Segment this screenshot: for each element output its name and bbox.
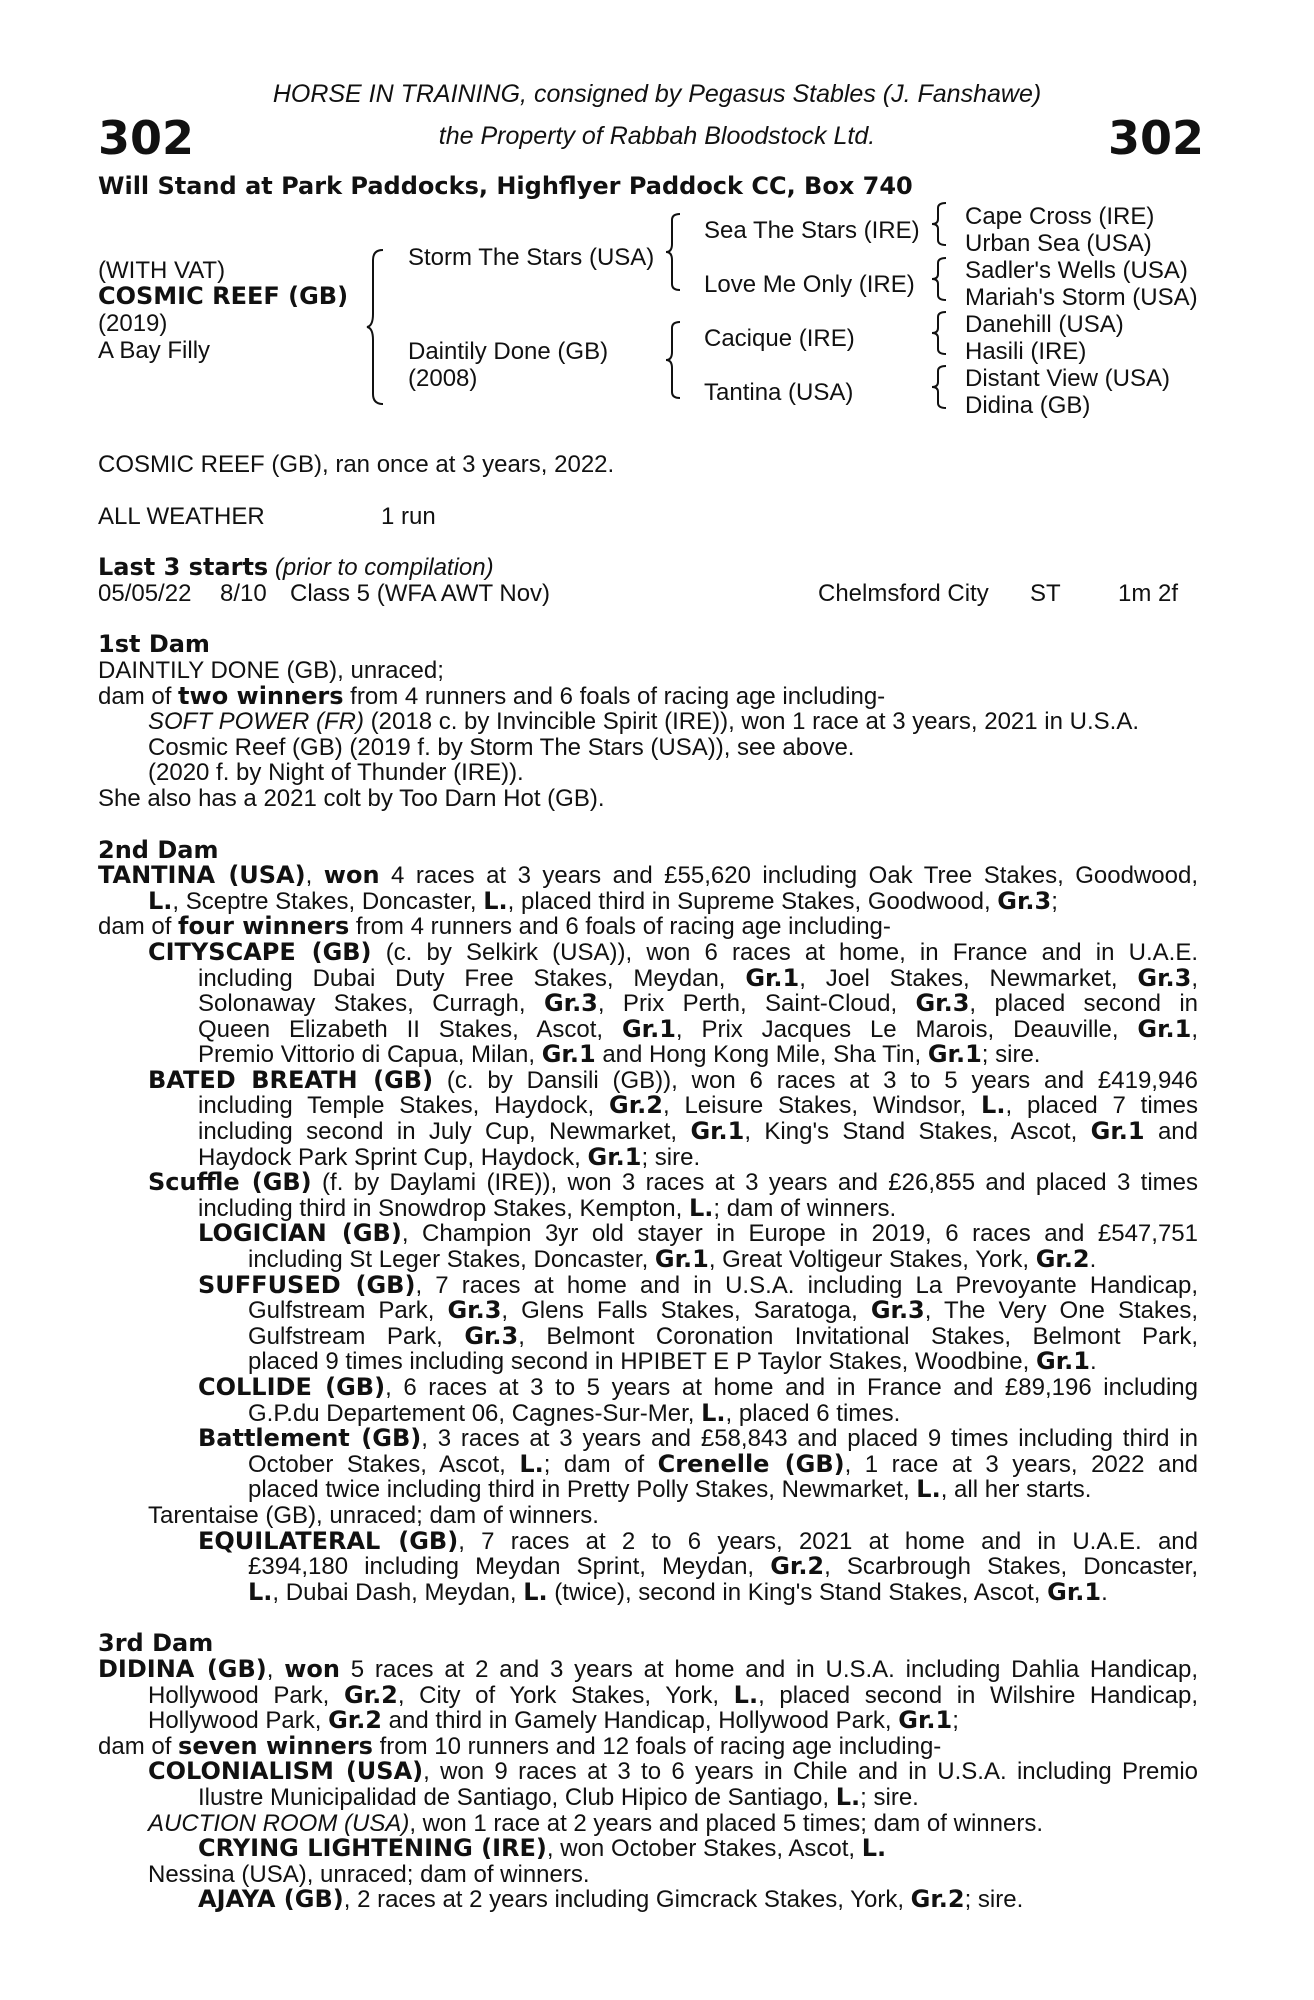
text-run: dam of bbox=[98, 682, 179, 710]
text-run: Gr.1 bbox=[654, 1245, 709, 1274]
text-run: Gr.3 bbox=[870, 1296, 925, 1325]
text-run: including second in July Cup, Newmarket, bbox=[198, 1118, 691, 1146]
pedigree-brace-6 bbox=[930, 310, 952, 356]
text-run: and Hong Kong Mile, Sha Tin, bbox=[595, 1041, 928, 1069]
first-dam-body bbox=[98, 658, 1198, 812]
text-run: L. bbox=[148, 886, 173, 915]
pedigree-brace-3 bbox=[664, 320, 686, 400]
pedigree-text-line bbox=[98, 1477, 1198, 1503]
pedigree-text-line bbox=[98, 1093, 1198, 1119]
text-run: TANTINA (USA) bbox=[98, 861, 306, 890]
text-run: Gr.2 bbox=[328, 1706, 383, 1735]
text-run: . bbox=[1089, 1348, 1097, 1376]
text-run: seven winners bbox=[178, 1731, 373, 1760]
text-run: , placed third in Supreme Stakes, Goodwood, bbox=[507, 887, 998, 915]
text-run: Gr.3 bbox=[543, 989, 598, 1018]
text-run: from 4 runners and 6 foals of racing age including- bbox=[343, 682, 886, 710]
text-run: EQUILATERAL (GB) bbox=[198, 1526, 459, 1555]
start-going: ST bbox=[1030, 579, 1061, 607]
pedigree-text-line bbox=[98, 1042, 1198, 1068]
catalogue-text bbox=[98, 452, 1198, 1913]
text-run: , Joel Stakes, Newmarket, bbox=[799, 964, 1138, 992]
text-run: L. bbox=[981, 1091, 1006, 1120]
pedigree-text-line bbox=[98, 863, 1198, 889]
text-run: , Prix Perth, Saint-Cloud, bbox=[597, 990, 916, 1018]
text-run: , Scarbrough Stakes, Doncaster, bbox=[824, 1553, 1198, 1581]
text-run: Gr.2 bbox=[609, 1091, 663, 1120]
text-run: including third in Snowdrop Stakes, Kempton, bbox=[198, 1194, 689, 1222]
text-run: Gr.3 bbox=[997, 886, 1052, 915]
surface-runs: 1 run bbox=[381, 502, 436, 530]
text-run: placed 9 times including second in HPIBET E P Taylor Stakes, Woodbine, bbox=[248, 1348, 1036, 1376]
text-run: including St Leger Stakes, Doncaster, bbox=[248, 1246, 655, 1274]
text-run: , won October Stakes, Ascot, bbox=[546, 1835, 862, 1863]
stand-location: Will Stand at Park Paddocks, Highflyer Paddock CC, Box 740 bbox=[98, 172, 913, 200]
text-run: Battlement (GB) bbox=[198, 1424, 422, 1453]
race-summary: COSMIC REEF (GB), ran once at 3 years, 2022. bbox=[98, 451, 615, 478]
text-run: , won 1 race at 2 years and placed 5 times; dam of winners. bbox=[409, 1809, 1043, 1837]
text-run: L. bbox=[916, 1475, 941, 1504]
pedigree-g6: Hasili (IRE) bbox=[965, 338, 1087, 365]
text-run: , Prix Jacques Le Marois, Deauville, bbox=[675, 1015, 1138, 1043]
text-run: Gr.1 bbox=[541, 1040, 596, 1069]
pedigree-g4: Mariah's Storm (USA) bbox=[965, 284, 1198, 311]
text-run: Gr.1 bbox=[745, 963, 800, 992]
horse-year: (2019) bbox=[98, 310, 168, 337]
text-run: L. bbox=[861, 1834, 887, 1863]
pedigree-text-line bbox=[98, 1426, 1198, 1452]
pedigree-text-line bbox=[98, 1221, 1198, 1247]
text-run: , all her starts. bbox=[940, 1476, 1092, 1504]
surface-label: ALL WEATHER bbox=[98, 502, 265, 530]
text-run: , Champion 3yr old stayer in Europe in 2019, 6 races and £547,751 bbox=[401, 1220, 1198, 1248]
text-run: , bbox=[266, 1655, 285, 1683]
text-run: , placed 7 times bbox=[1005, 1092, 1198, 1120]
pedigree-text-line bbox=[98, 1759, 1198, 1785]
text-run: Gr.3 bbox=[464, 1321, 519, 1350]
pedigree-sire-sire: Sea The Stars (IRE) bbox=[704, 217, 920, 244]
text-run: ; sire. bbox=[981, 1041, 1041, 1069]
pedigree-g8: Didina (GB) bbox=[965, 392, 1091, 419]
text-run: , 6 races at 3 to 5 years at home and in France and £89,196 including bbox=[385, 1374, 1198, 1401]
text-run: , placed second in Wilshire Handicap, bbox=[758, 1681, 1198, 1709]
text-run: (c. by Dansili (GB)), won 6 races at 3 to 5 years and £419,946 bbox=[433, 1066, 1198, 1094]
text-run: (f. by Daylami (IRE)), won 3 races at 3 years and £26,855 and placed 3 times bbox=[311, 1169, 1198, 1197]
property-line: the Property of Rabbah Bloodstock Ltd. bbox=[438, 122, 876, 150]
pedigree-text-line bbox=[98, 937, 1198, 966]
pedigree-dam-sire: Cacique (IRE) bbox=[704, 325, 855, 352]
text-run: , Dubai Dash, Meydan, bbox=[272, 1578, 524, 1606]
text-run: Gr.1 bbox=[587, 1142, 642, 1171]
pedigree-text-line bbox=[98, 1170, 1198, 1196]
text-run: ; bbox=[1051, 887, 1058, 915]
pedigree-text-line bbox=[98, 1654, 1199, 1683]
text-run: Gr.1 bbox=[1137, 1014, 1192, 1043]
text-run: Solonaway Stakes, Curragh, bbox=[198, 990, 544, 1018]
text-run: Gulfstream Park, bbox=[248, 1322, 465, 1350]
vat-note: (WITH VAT) bbox=[98, 257, 226, 284]
text-run: Gr.1 bbox=[1036, 1347, 1090, 1376]
text-run: Gr.1 bbox=[690, 1117, 745, 1146]
pedigree-g5: Danehill (USA) bbox=[965, 311, 1124, 338]
text-run: DAINTILY DONE (GB), unraced; bbox=[98, 656, 444, 684]
text-run: , won 9 races at 3 to 6 years in Chile and in U.S.A. including Premio bbox=[423, 1758, 1198, 1786]
text-run: Gr.3 bbox=[447, 1296, 502, 1325]
pedigree-g2: Urban Sea (USA) bbox=[965, 230, 1152, 257]
pedigree-text-line bbox=[98, 709, 1198, 735]
text-run: COLONIALISM (USA) bbox=[148, 1757, 424, 1786]
text-run: Gr.2 bbox=[910, 1885, 965, 1914]
pedigree-text-line bbox=[98, 991, 1198, 1017]
text-run: . bbox=[1101, 1578, 1108, 1606]
text-run: Gr.1 bbox=[1047, 1577, 1102, 1606]
text-run: , bbox=[1191, 1015, 1198, 1043]
pedigree-brace-4 bbox=[930, 201, 952, 247]
text-run: She also has a 2021 colt by Too Darn Hot (GB). bbox=[98, 784, 605, 812]
text-run: Gr.2 bbox=[343, 1680, 398, 1709]
text-run: , King's Stand Stakes, Ascot, bbox=[744, 1118, 1091, 1146]
second-dam-body bbox=[98, 863, 1198, 1605]
pedigree-text-line bbox=[98, 1321, 1198, 1350]
text-run: ; sire. bbox=[641, 1143, 701, 1171]
pedigree-g1: Cape Cross (IRE) bbox=[965, 203, 1155, 230]
text-run: , 7 races at 2 to 6 years, 2021 at home and in U.A.E. and bbox=[458, 1527, 1198, 1555]
text-run: Gr.1 bbox=[898, 1706, 953, 1735]
text-run: , Sceptre Stakes, Doncaster, bbox=[172, 887, 484, 915]
text-run: and third in Gamely Handicap, Hollywood Park, bbox=[382, 1707, 899, 1735]
text-run: SOFT POWER (FR) bbox=[148, 708, 364, 736]
text-run: L. bbox=[835, 1782, 861, 1811]
pedigree-g3: Sadler's Wells (USA) bbox=[965, 257, 1188, 284]
text-run: and bbox=[1144, 1118, 1198, 1146]
text-run: Premio Vittorio di Capua, Milan, bbox=[198, 1041, 542, 1069]
pedigree-text-line bbox=[98, 1862, 1198, 1888]
text-run: , Belmont Coronation Invitational Stakes, Belmont Park, bbox=[518, 1322, 1198, 1350]
text-run: L. bbox=[248, 1577, 273, 1606]
pedigree-text-line bbox=[98, 1270, 1198, 1299]
text-run: Crenelle (GB) bbox=[657, 1449, 845, 1478]
pedigree-text-line bbox=[98, 1398, 1198, 1427]
pedigree-text-line bbox=[98, 760, 1198, 786]
pedigree-text-line bbox=[98, 1142, 1198, 1171]
pedigree-dam-year: (2008) bbox=[408, 365, 478, 392]
text-run: , bbox=[1191, 964, 1199, 992]
pedigree-text-line bbox=[98, 1065, 1198, 1094]
text-run: AJAYA (GB) bbox=[198, 1885, 344, 1914]
lot-number-left: 302 bbox=[98, 111, 195, 165]
text-run: Hollywood Park, bbox=[148, 1681, 344, 1709]
last-starts-heading bbox=[98, 555, 1198, 581]
text-run: , City of York Stakes, York, bbox=[397, 1681, 734, 1709]
text-run: ; dam of bbox=[543, 1450, 658, 1478]
text-run: four winners bbox=[178, 912, 350, 941]
text-run: won bbox=[284, 1654, 340, 1683]
pedigree-text-line bbox=[98, 1119, 1198, 1145]
pedigree-text-line bbox=[98, 1349, 1198, 1375]
text-run: , 7 races at home and in U.S.A. including La Prevoyante Handicap, bbox=[415, 1271, 1198, 1299]
text-run: Tarentaise (GB), unraced; dam of winners. bbox=[148, 1501, 599, 1529]
pedigree-text-line bbox=[98, 914, 1198, 940]
horse-description: A Bay Filly bbox=[98, 337, 211, 364]
text-run: AUCTION ROOM (USA) bbox=[148, 1809, 410, 1837]
text-run: , 1 race at 3 years, 2022 and bbox=[844, 1450, 1199, 1478]
pedigree-text-line bbox=[98, 1782, 1198, 1811]
text-run: £394,180 including Meydan Sprint, Meydan, bbox=[248, 1553, 771, 1581]
text-run: 4 races at 3 years and £55,620 including Oak Tree Stakes, Goodwood, bbox=[379, 862, 1198, 890]
text-run: Cosmic Reef (GB) (2019 f. by Storm The Stars (USA)), see above. bbox=[148, 733, 855, 761]
text-run: won bbox=[323, 861, 380, 890]
pedigree-brace-5 bbox=[930, 256, 952, 302]
text-run: two winners bbox=[178, 681, 344, 710]
consignor-line: HORSE IN TRAINING, consigned by Pegasus Stables (J. Fanshawe) bbox=[272, 80, 1042, 108]
text-run: Gr.3 bbox=[1137, 963, 1192, 992]
text-run: 5 races at 2 and 3 years at home and in U.S.A. including Dahlia Handicap, bbox=[339, 1655, 1199, 1683]
text-run: CITYSCAPE (GB) bbox=[148, 937, 372, 966]
text-run: L. bbox=[483, 886, 508, 915]
text-run: Gr.1 bbox=[621, 1014, 676, 1043]
pedigree-text-line bbox=[98, 1375, 1198, 1401]
pedigree-text-line bbox=[98, 1811, 1198, 1837]
text-run: , Great Voltigeur Stakes, York, bbox=[708, 1246, 1036, 1274]
text-run: Gr.2 bbox=[770, 1552, 825, 1581]
text-run: Gr.3 bbox=[915, 989, 970, 1018]
pedigree-text-line bbox=[98, 1449, 1199, 1478]
pedigree-text-line bbox=[98, 886, 1198, 915]
pedigree-text-line bbox=[98, 1836, 1198, 1862]
pedigree-dam: Daintily Done (GB) bbox=[408, 338, 609, 365]
text-run: (c. by Selkirk (USA)), won 6 races at home, in France and in U.A.E. bbox=[371, 938, 1198, 966]
pedigree-text-line bbox=[98, 1887, 1198, 1913]
start-position: 8/10 bbox=[220, 579, 267, 607]
text-run: October Stakes, Ascot, bbox=[248, 1450, 520, 1478]
text-run: Gr.2 bbox=[1035, 1245, 1090, 1274]
text-run: , 3 races at 3 years and £58,843 and placed 9 times including third in bbox=[421, 1425, 1198, 1453]
start-distance: 1m 2f bbox=[1118, 579, 1179, 607]
text-run: , placed 6 times. bbox=[725, 1399, 901, 1427]
pedigree-text-line bbox=[98, 681, 1198, 710]
pedigree-brace-1 bbox=[365, 248, 389, 406]
pedigree-text-line bbox=[98, 786, 1198, 812]
pedigree-text-line bbox=[98, 1577, 1198, 1606]
pedigree-brace-2 bbox=[664, 212, 686, 292]
text-run: , 2 races at 2 years including Gimcrack Stakes, York, bbox=[343, 1886, 911, 1914]
pedigree-text-line bbox=[98, 658, 1198, 684]
last-starts-note: (prior to compilation) bbox=[274, 554, 494, 582]
text-run: Scuffle (GB) bbox=[148, 1168, 312, 1197]
start-course: Chelmsford City bbox=[818, 579, 989, 607]
pedigree-text-line bbox=[98, 735, 1198, 761]
text-run: CRYING LIGHTENING (IRE) bbox=[198, 1834, 547, 1863]
text-run: ; sire. bbox=[860, 1783, 919, 1811]
text-run: Nessina (USA), unraced; dam of winners. bbox=[148, 1860, 590, 1888]
text-run: (2020 f. by Night of Thunder (IRE)). bbox=[148, 759, 524, 787]
text-run: including Dubai Duty Free Stakes, Meydan, bbox=[198, 964, 746, 992]
start-date: 05/05/22 bbox=[98, 579, 192, 607]
text-run: G.P.du Departement 06, Cagnes-Sur-Mer, bbox=[248, 1399, 702, 1427]
pedigree-text-line bbox=[98, 1554, 1198, 1580]
third-dam-heading: 3rd Dam bbox=[98, 1629, 214, 1658]
text-run: DIDINA (GB) bbox=[98, 1654, 267, 1683]
text-run: , placed second in bbox=[969, 990, 1199, 1018]
text-run: Queen Elizabeth II Stakes, Ascot, bbox=[198, 1015, 622, 1043]
text-run: ; bbox=[952, 1707, 959, 1735]
text-run: from 10 runners and 12 foals of racing age including- bbox=[372, 1732, 942, 1760]
text-run: Ilustre Municipalidad de Santiago, Club Hipico de Santiago, bbox=[198, 1783, 836, 1811]
pedigree-dam-dam: Tantina (USA) bbox=[704, 379, 854, 406]
pedigree-text-line bbox=[98, 1680, 1198, 1709]
text-run: Gr.1 bbox=[927, 1040, 982, 1069]
pedigree-text-line bbox=[98, 1014, 1198, 1043]
second-dam-heading: 2nd Dam bbox=[98, 835, 219, 864]
text-run: , Glens Falls Stakes, Saratoga, bbox=[501, 1297, 871, 1325]
text-run: L. bbox=[733, 1680, 759, 1709]
text-run: Gr.1 bbox=[1090, 1117, 1145, 1146]
text-run: from 4 runners and 6 foals of racing age including- bbox=[349, 913, 891, 941]
pedigree-text-line bbox=[98, 1731, 1198, 1760]
text-run: placed twice including third in Pretty Polly Stakes, Newmarket, bbox=[248, 1476, 917, 1504]
first-dam-heading: 1st Dam bbox=[98, 630, 210, 659]
pedigree-brace-7 bbox=[930, 364, 952, 410]
pedigree-sire-dam: Love Me Only (IRE) bbox=[704, 271, 915, 298]
pedigree-g7: Distant View (USA) bbox=[965, 365, 1170, 392]
text-run: , bbox=[305, 862, 324, 890]
pedigree-text-line bbox=[98, 1526, 1198, 1555]
text-run: L. bbox=[519, 1449, 544, 1478]
last-starts-title: Last 3 starts bbox=[98, 553, 269, 582]
text-run: L. bbox=[523, 1577, 548, 1606]
pedigree-text-line bbox=[98, 1503, 1198, 1529]
surface-record bbox=[98, 504, 1198, 530]
pedigree-text-line bbox=[98, 963, 1199, 992]
text-run: . bbox=[1089, 1246, 1097, 1274]
start-row bbox=[98, 581, 1198, 607]
text-run: , Leisure Stakes, Windsor, bbox=[662, 1092, 982, 1120]
lot-number-right: 302 bbox=[1107, 111, 1204, 165]
third-dam-body bbox=[98, 1654, 1199, 1914]
text-run: , The Very One Stakes, bbox=[924, 1297, 1198, 1325]
pedigree-sire: Storm The Stars (USA) bbox=[408, 244, 655, 271]
text-run: dam of bbox=[98, 1732, 179, 1760]
text-run: ; dam of winners. bbox=[713, 1194, 897, 1222]
text-run: Hollywood Park, bbox=[148, 1707, 329, 1735]
text-run: LOGICIAN (GB) bbox=[198, 1219, 402, 1248]
text-run: Gulfstream Park, bbox=[248, 1297, 448, 1325]
text-run: including Temple Stakes, Haydock, bbox=[198, 1092, 610, 1120]
pedigree-text-line bbox=[98, 1708, 1198, 1734]
horse-name: COSMIC REEF (GB) bbox=[98, 282, 349, 310]
text-run: ; sire. bbox=[964, 1886, 1024, 1914]
text-run: COLLIDE (GB) bbox=[198, 1373, 386, 1401]
text-run: L. bbox=[701, 1398, 726, 1427]
pedigree-text-line bbox=[98, 1247, 1198, 1273]
text-run: L. bbox=[688, 1193, 714, 1222]
text-run: dam of bbox=[98, 913, 179, 941]
pedigree-text-line bbox=[98, 1193, 1198, 1222]
text-run: BATED BREATH (GB) bbox=[148, 1065, 434, 1094]
text-run: (2018 c. by Invincible Spirit (IRE)), won 1 race at 3 years, 2021 in U.S.A. bbox=[363, 708, 1139, 736]
pedigree-text-line bbox=[98, 1298, 1198, 1324]
text-run: (twice), second in King's Stand Stakes, Ascot, bbox=[547, 1578, 1048, 1606]
start-race: Class 5 (WFA AWT Nov) bbox=[290, 579, 551, 607]
text-run: SUFFUSED (GB) bbox=[198, 1270, 416, 1299]
text-run: Haydock Park Sprint Cup, Haydock, bbox=[198, 1143, 588, 1171]
